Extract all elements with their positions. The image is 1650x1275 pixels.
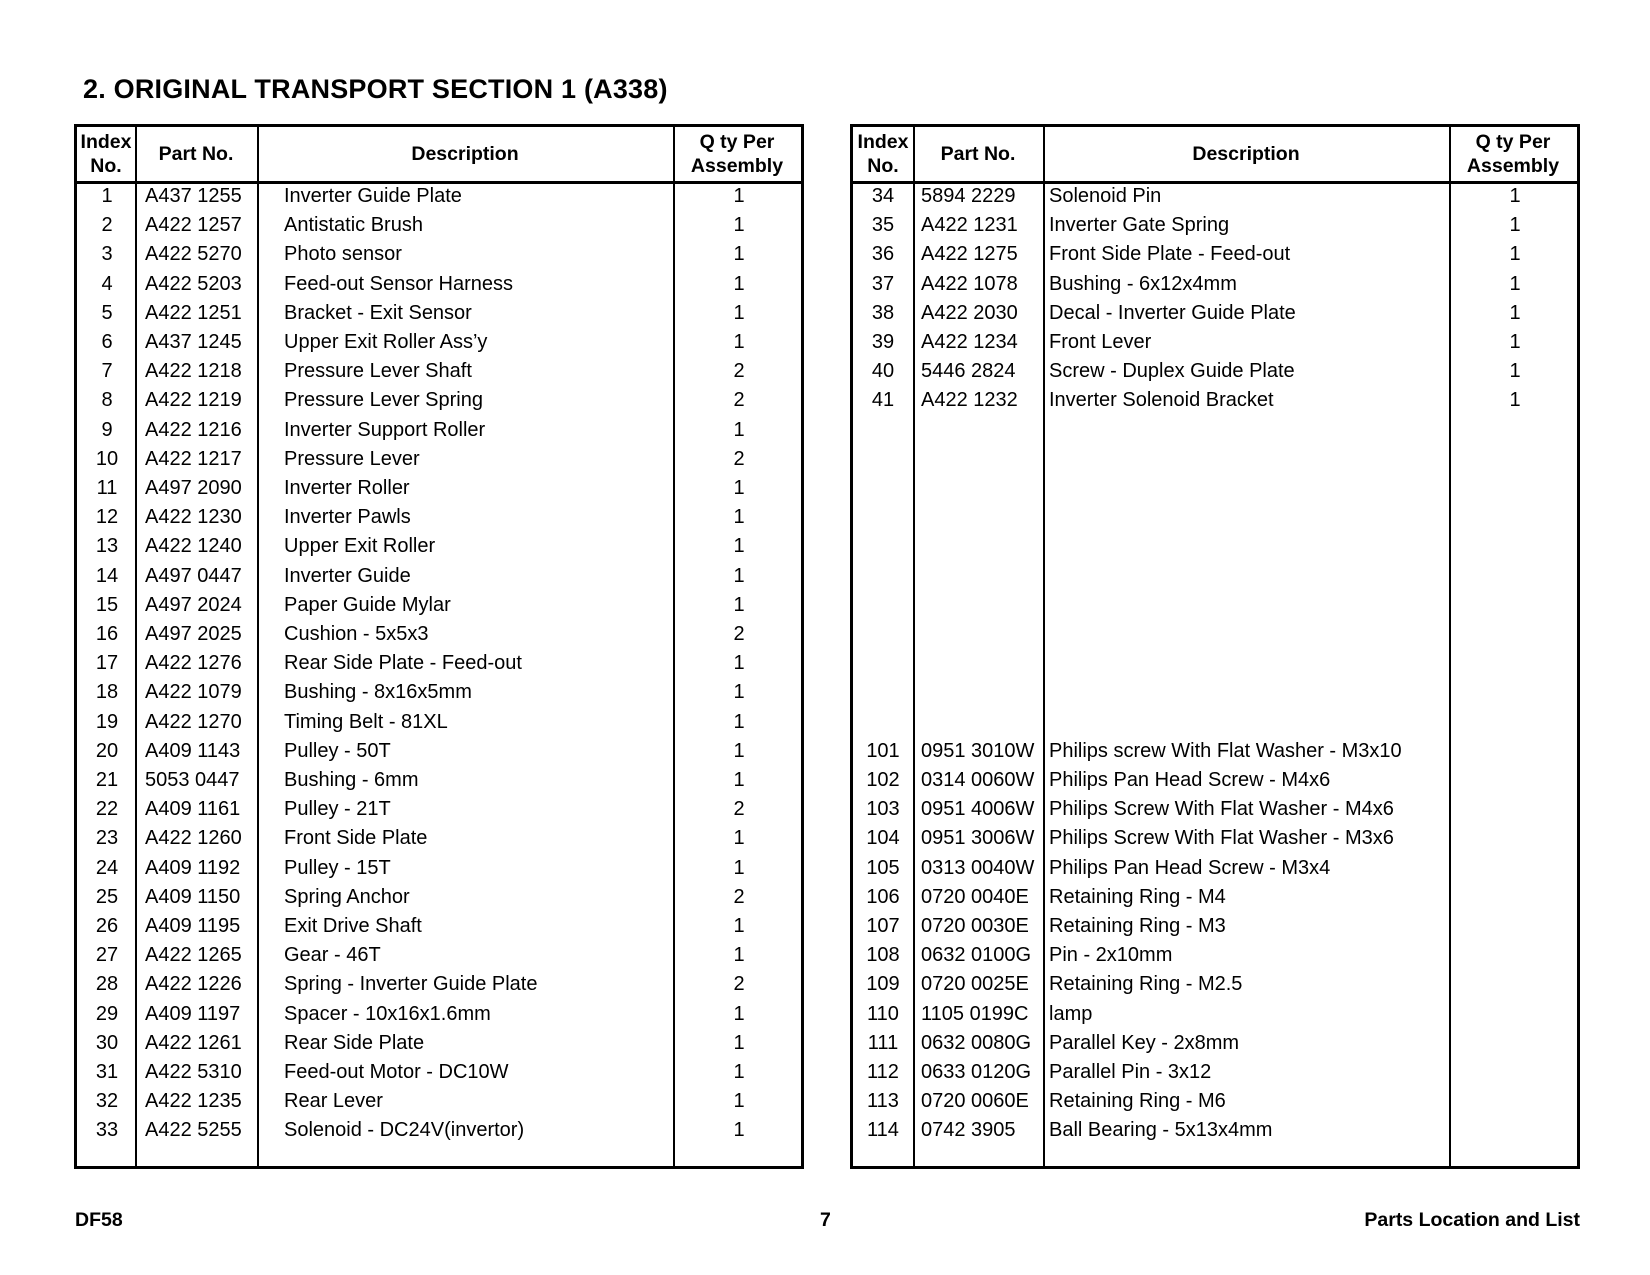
table-row bbox=[77, 737, 801, 766]
description-cell: Solenoid - DC24V(invertor) bbox=[284, 1119, 525, 1142]
index-cell: 31 bbox=[95, 1061, 119, 1083]
table-row bbox=[77, 211, 801, 240]
part-number-cell: A422 1257 bbox=[145, 214, 242, 237]
description-cell: Bushing - 6mm bbox=[284, 769, 419, 791]
quantity-cell: 1 bbox=[733, 652, 745, 675]
description-cell: Antistatic Brush bbox=[284, 214, 423, 237]
description-cell: Parallel Key - 2x8mm bbox=[1049, 1031, 1240, 1054]
part-number-cell: A409 1143 bbox=[145, 739, 241, 762]
index-cell: 104 bbox=[866, 827, 900, 850]
part-number-cell: A422 1275 bbox=[921, 243, 1018, 266]
description-cell: Pin - 2x10mm bbox=[1049, 944, 1173, 967]
index-cell: 30 bbox=[95, 1031, 119, 1054]
table-row bbox=[853, 1000, 1577, 1029]
description-cell: Front Lever bbox=[1049, 331, 1152, 353]
description-cell: Spring - Inverter Guide Plate bbox=[284, 973, 538, 996]
table-row bbox=[853, 182, 1577, 211]
description-cell: Retaining Ring - M4 bbox=[1049, 885, 1226, 908]
description-cell: Bracket - Exit Sensor bbox=[284, 301, 472, 324]
table-row bbox=[853, 270, 1577, 299]
quantity-cell: 1 bbox=[733, 185, 745, 207]
table-row bbox=[853, 299, 1577, 328]
description-cell: Inverter Gate Spring bbox=[1049, 214, 1230, 237]
description-cell: Pressure Lever Spring bbox=[284, 389, 483, 412]
description-cell: Philips Screw With Flat Washer - M4x6 bbox=[1049, 798, 1394, 821]
table-row bbox=[77, 270, 801, 299]
table-row bbox=[77, 1116, 801, 1145]
part-number-cell: 0742 3905 bbox=[921, 1119, 1016, 1142]
index-cell: 11 bbox=[96, 477, 118, 499]
quantity-cell: 1 bbox=[733, 535, 745, 558]
quantity-cell: 1 bbox=[733, 856, 745, 879]
part-number-cell: A409 1195 bbox=[145, 915, 241, 937]
quantity-cell: 1 bbox=[733, 915, 745, 937]
footer-page-number: 7 bbox=[820, 1209, 831, 1231]
part-number-cell: A422 1240 bbox=[145, 535, 242, 558]
table-row bbox=[77, 649, 801, 678]
table-row bbox=[77, 474, 801, 503]
quantity-cell: 1 bbox=[733, 739, 745, 762]
table-row bbox=[77, 1000, 801, 1029]
description-cell: Bushing - 8x16x5mm bbox=[284, 681, 472, 704]
table-row bbox=[77, 328, 801, 357]
table-row bbox=[853, 386, 1577, 415]
quantity-cell: 1 bbox=[1509, 272, 1521, 295]
index-cell: 12 bbox=[95, 506, 119, 529]
part-number-cell: A437 1255 bbox=[145, 185, 242, 207]
index-cell: 107 bbox=[866, 915, 900, 937]
part-number-cell: A422 5255 bbox=[145, 1119, 242, 1142]
table-row bbox=[77, 445, 801, 474]
page-title: 2. ORIGINAL TRANSPORT SECTION 1 (A338) bbox=[83, 74, 668, 104]
part-number-cell: A409 1192 bbox=[145, 856, 241, 879]
index-cell: 111 bbox=[867, 1031, 899, 1054]
part-number-cell: A422 2030 bbox=[921, 301, 1018, 324]
table-row bbox=[77, 883, 801, 912]
table-row bbox=[77, 795, 801, 824]
description-cell: Philips Screw With Flat Washer - M3x6 bbox=[1049, 827, 1394, 850]
part-number-cell: 0632 0080G bbox=[921, 1031, 1032, 1054]
table-row bbox=[853, 912, 1577, 941]
table-row bbox=[77, 386, 801, 415]
index-cell: 7 bbox=[101, 360, 113, 383]
description-cell: Retaining Ring - M2.5 bbox=[1049, 973, 1243, 996]
index-cell: 19 bbox=[95, 710, 119, 733]
table-row bbox=[853, 1116, 1577, 1145]
part-number-cell: A422 1265 bbox=[145, 944, 242, 967]
part-number-cell: A409 1197 bbox=[145, 1002, 241, 1025]
index-cell: 108 bbox=[866, 944, 900, 967]
quantity-cell: 2 bbox=[733, 447, 745, 470]
part-number-cell: 0720 0030E bbox=[921, 915, 1029, 937]
quantity-cell: 1 bbox=[733, 1031, 745, 1054]
part-number-cell: A422 1218 bbox=[145, 360, 242, 383]
index-cell: 5 bbox=[101, 301, 113, 324]
quantity-cell: 2 bbox=[733, 389, 745, 412]
quantity-cell: 1 bbox=[733, 1002, 745, 1025]
part-number-cell: 0720 0025E bbox=[921, 973, 1029, 996]
index-cell: 106 bbox=[866, 885, 900, 908]
description-cell: Spring Anchor bbox=[284, 885, 410, 908]
table-row bbox=[77, 766, 801, 795]
description-cell: Parallel Pin - 3x12 bbox=[1049, 1061, 1212, 1083]
part-number-cell: A437 1245 bbox=[145, 331, 242, 353]
part-number-cell: A422 1079 bbox=[145, 681, 242, 704]
description-cell: Philips screw With Flat Washer - M3x10 bbox=[1049, 739, 1402, 762]
table-row bbox=[77, 591, 801, 620]
table-row bbox=[77, 416, 801, 445]
part-number-cell: 0951 4006W bbox=[921, 798, 1035, 821]
table-row bbox=[77, 1058, 801, 1087]
index-cell: 101 bbox=[866, 739, 900, 762]
table-row bbox=[77, 824, 801, 853]
part-number-cell: 0314 0060W bbox=[921, 769, 1035, 791]
description-cell: Pulley - 21T bbox=[284, 798, 391, 821]
table-row bbox=[853, 795, 1577, 824]
description-cell: Inverter Roller bbox=[284, 477, 410, 499]
quantity-cell: 1 bbox=[733, 301, 745, 324]
quantity-cell: 1 bbox=[1509, 185, 1521, 207]
table-row bbox=[77, 912, 801, 941]
description-cell: Feed-out Motor - DC10W bbox=[284, 1061, 509, 1083]
description-cell: Pressure Lever Shaft bbox=[284, 360, 472, 383]
table-row bbox=[853, 240, 1577, 269]
index-cell: 21 bbox=[95, 769, 119, 791]
index-cell: 4 bbox=[101, 272, 113, 295]
quantity-cell: 1 bbox=[1509, 331, 1521, 353]
table-row bbox=[853, 328, 1577, 357]
index-cell: 23 bbox=[95, 827, 119, 850]
table-row bbox=[853, 1029, 1577, 1058]
part-number-cell: A497 2025 bbox=[145, 623, 242, 645]
table-row bbox=[853, 766, 1577, 795]
index-cell: 37 bbox=[871, 272, 895, 295]
index-cell: 35 bbox=[871, 214, 895, 237]
index-cell: 40 bbox=[871, 360, 895, 383]
table-row bbox=[77, 503, 801, 532]
index-cell: 109 bbox=[866, 973, 900, 996]
index-cell: 15 bbox=[95, 593, 119, 616]
description-cell: Gear - 46T bbox=[284, 944, 381, 967]
description-cell: Paper Guide Mylar bbox=[284, 593, 451, 616]
quantity-cell: 1 bbox=[733, 593, 745, 616]
index-cell: 3 bbox=[101, 243, 113, 266]
index-cell: 36 bbox=[871, 243, 895, 266]
table-row bbox=[853, 357, 1577, 386]
index-cell: 24 bbox=[95, 856, 119, 879]
description-cell: Photo sensor bbox=[284, 243, 402, 266]
table-row bbox=[77, 1029, 801, 1058]
description-cell: Pulley - 15T bbox=[284, 856, 391, 879]
part-number-cell: A422 1231 bbox=[921, 214, 1018, 237]
part-number-cell: A422 1219 bbox=[145, 389, 242, 412]
quantity-cell: 1 bbox=[733, 1119, 745, 1142]
header-index: Index No. bbox=[80, 131, 132, 177]
part-number-cell: 0951 3006W bbox=[921, 827, 1035, 850]
description-cell: Inverter Solenoid Bracket bbox=[1049, 389, 1274, 412]
quantity-cell: 1 bbox=[733, 331, 745, 353]
part-number-cell: A422 1234 bbox=[921, 331, 1018, 353]
index-cell: 32 bbox=[95, 1090, 119, 1113]
quantity-cell: 1 bbox=[1509, 243, 1521, 266]
index-cell: 105 bbox=[866, 856, 900, 879]
index-cell: 29 bbox=[95, 1002, 119, 1025]
part-number-cell: 5894 2229 bbox=[921, 185, 1016, 207]
quantity-cell: 1 bbox=[1509, 301, 1521, 324]
index-cell: 114 bbox=[867, 1119, 899, 1142]
description-cell: Bushing - 6x12x4mm bbox=[1049, 272, 1237, 295]
description-cell: Front Side Plate - Feed-out bbox=[1049, 243, 1291, 266]
description-cell: Philips Pan Head Screw - M3x4 bbox=[1049, 856, 1331, 879]
header-description: Description bbox=[1192, 143, 1300, 165]
quantity-cell: 1 bbox=[733, 477, 745, 499]
description-cell: Decal - Inverter Guide Plate bbox=[1049, 301, 1296, 324]
index-cell: 103 bbox=[866, 798, 900, 821]
index-cell: 113 bbox=[867, 1090, 899, 1113]
part-number-cell: A422 1217 bbox=[145, 447, 242, 470]
part-number-cell: A422 5310 bbox=[145, 1061, 242, 1083]
part-number-cell: A422 1216 bbox=[145, 418, 242, 441]
description-cell: Retaining Ring - M6 bbox=[1049, 1090, 1226, 1113]
part-number-cell: A422 1078 bbox=[921, 272, 1018, 295]
index-cell: 13 bbox=[95, 535, 119, 558]
table-row bbox=[77, 357, 801, 386]
part-number-cell: 0951 3010W bbox=[921, 739, 1035, 762]
part-number-cell: A422 1232 bbox=[921, 389, 1018, 412]
quantity-cell: 1 bbox=[733, 418, 745, 441]
index-cell: 38 bbox=[871, 301, 895, 324]
index-cell: 110 bbox=[867, 1002, 899, 1025]
part-number-cell: A422 5203 bbox=[145, 272, 242, 295]
description-cell: Rear Lever bbox=[284, 1090, 383, 1113]
description-cell: Inverter Pawls bbox=[284, 506, 411, 529]
table-row bbox=[77, 941, 801, 970]
description-cell: Inverter Guide bbox=[284, 564, 411, 587]
table-row bbox=[853, 854, 1577, 883]
header-index: Index No. bbox=[857, 131, 909, 177]
quantity-cell: 1 bbox=[733, 243, 745, 266]
footer-section-title: Parts Location and List bbox=[1364, 1209, 1580, 1231]
description-cell: Timing Belt - 81XL bbox=[284, 710, 448, 733]
parts-table-right bbox=[850, 124, 1580, 1169]
index-cell: 41 bbox=[871, 389, 895, 412]
part-number-cell: 0633 0120G bbox=[921, 1061, 1032, 1083]
quantity-cell: 1 bbox=[733, 1090, 745, 1113]
quantity-cell: 2 bbox=[733, 623, 745, 645]
part-number-cell: A422 1235 bbox=[145, 1090, 242, 1113]
table-row bbox=[77, 182, 801, 211]
part-number-cell: A497 2024 bbox=[145, 593, 242, 616]
index-cell: 112 bbox=[867, 1061, 899, 1083]
quantity-cell: 2 bbox=[733, 973, 745, 996]
index-cell: 14 bbox=[95, 564, 119, 587]
index-cell: 9 bbox=[101, 418, 113, 441]
header-part-no: Part No. bbox=[158, 143, 234, 165]
quantity-cell: 1 bbox=[1509, 214, 1521, 237]
part-number-cell: 0720 0040E bbox=[921, 885, 1029, 908]
quantity-cell: 1 bbox=[1509, 389, 1521, 412]
index-cell: 34 bbox=[871, 185, 895, 207]
header-part-no: Part No. bbox=[940, 143, 1016, 165]
part-number-cell: 0313 0040W bbox=[921, 856, 1035, 879]
index-cell: 17 bbox=[95, 652, 119, 675]
index-cell: 20 bbox=[95, 739, 119, 762]
part-number-cell: 0720 0060E bbox=[921, 1090, 1029, 1113]
part-number-cell: A422 1276 bbox=[145, 652, 242, 675]
part-number-cell: A422 1230 bbox=[145, 506, 242, 529]
index-cell: 18 bbox=[95, 681, 119, 704]
index-cell: 22 bbox=[95, 798, 119, 821]
table-row bbox=[853, 941, 1577, 970]
quantity-cell: 2 bbox=[733, 885, 745, 908]
index-cell: 25 bbox=[95, 885, 119, 908]
index-cell: 10 bbox=[95, 447, 119, 470]
part-number-cell: 1105 0199C bbox=[921, 1002, 1029, 1025]
part-number-cell: A422 1270 bbox=[145, 710, 242, 733]
part-number-cell: 0632 0100G bbox=[921, 944, 1032, 967]
quantity-cell: 1 bbox=[733, 1061, 745, 1083]
description-cell: Ball Bearing - 5x13x4mm bbox=[1049, 1119, 1273, 1142]
index-cell: 1 bbox=[101, 185, 113, 207]
index-cell: 102 bbox=[866, 769, 900, 791]
quantity-cell: 1 bbox=[733, 272, 745, 295]
quantity-cell: 1 bbox=[733, 506, 745, 529]
table-row bbox=[853, 211, 1577, 240]
description-cell: Front Side Plate bbox=[284, 827, 428, 850]
quantity-cell: 1 bbox=[733, 769, 745, 791]
index-cell: 26 bbox=[95, 915, 119, 937]
description-cell: Pressure Lever bbox=[284, 447, 420, 470]
table-row bbox=[77, 708, 801, 737]
description-cell: Rear Side Plate bbox=[284, 1031, 425, 1054]
quantity-cell: 1 bbox=[733, 827, 745, 850]
description-cell: Philips Pan Head Screw - M4x6 bbox=[1049, 769, 1331, 791]
quantity-cell: 1 bbox=[733, 944, 745, 967]
description-cell: Solenoid Pin bbox=[1049, 185, 1162, 207]
index-cell: 6 bbox=[101, 331, 113, 353]
index-cell: 2 bbox=[101, 214, 113, 237]
quantity-cell: 1 bbox=[1509, 360, 1521, 383]
table-row bbox=[77, 678, 801, 707]
quantity-cell: 1 bbox=[733, 710, 745, 733]
quantity-cell: 2 bbox=[733, 798, 745, 821]
parts-table-left bbox=[74, 124, 804, 1169]
part-number-cell: A422 1261 bbox=[145, 1031, 242, 1054]
description-cell: Inverter Guide Plate bbox=[284, 185, 462, 207]
header-qty: Q ty Per Assembly bbox=[1466, 131, 1560, 177]
description-cell: Feed-out Sensor Harness bbox=[284, 272, 514, 295]
part-number-cell: A409 1161 bbox=[145, 798, 241, 821]
table-row bbox=[853, 883, 1577, 912]
table-row bbox=[77, 620, 801, 649]
description-cell: Spacer - 10x16x1.6mm bbox=[284, 1002, 491, 1025]
table-row bbox=[853, 1087, 1577, 1116]
description-cell: Exit Drive Shaft bbox=[284, 915, 422, 937]
index-cell: 8 bbox=[101, 389, 113, 412]
table-row bbox=[77, 970, 801, 999]
description-cell: Rear Side Plate - Feed-out bbox=[284, 652, 522, 675]
description-cell: Pulley - 50T bbox=[284, 739, 391, 762]
table-row bbox=[77, 854, 801, 883]
part-number-cell: A497 2090 bbox=[145, 477, 242, 499]
table-row bbox=[77, 240, 801, 269]
description-cell: Upper Exit Roller bbox=[284, 535, 436, 558]
quantity-cell: 2 bbox=[733, 360, 745, 383]
table-row bbox=[77, 532, 801, 561]
quantity-cell: 1 bbox=[733, 681, 745, 704]
quantity-cell: 1 bbox=[733, 214, 745, 237]
footer-model: DF58 bbox=[75, 1209, 123, 1231]
description-cell: Screw - Duplex Guide Plate bbox=[1049, 360, 1295, 383]
description-cell: Inverter Support Roller bbox=[284, 418, 486, 441]
table-row bbox=[853, 737, 1577, 766]
description-cell: lamp bbox=[1049, 1002, 1093, 1025]
header-description: Description bbox=[411, 143, 519, 165]
part-number-cell: A497 0447 bbox=[145, 564, 242, 587]
quantity-cell: 1 bbox=[733, 564, 745, 587]
index-cell: 16 bbox=[95, 623, 119, 645]
part-number-cell: A422 1251 bbox=[145, 301, 242, 324]
part-number-cell: A422 1260 bbox=[145, 827, 242, 850]
part-number-cell: A422 5270 bbox=[145, 243, 242, 266]
table-row bbox=[853, 970, 1577, 999]
part-number-cell: 5446 2824 bbox=[921, 360, 1016, 383]
part-number-cell: A422 1226 bbox=[145, 973, 242, 996]
part-number-cell: A409 1150 bbox=[145, 885, 241, 908]
index-cell: 28 bbox=[95, 973, 119, 996]
index-cell: 27 bbox=[95, 944, 119, 967]
table-row bbox=[77, 299, 801, 328]
description-cell: Cushion - 5x5x3 bbox=[284, 623, 429, 645]
part-number-cell: 5053 0447 bbox=[145, 769, 240, 791]
index-cell: 33 bbox=[95, 1119, 119, 1142]
table-row bbox=[77, 1087, 801, 1116]
table-row bbox=[853, 1058, 1577, 1087]
index-cell: 39 bbox=[871, 331, 895, 353]
description-cell: Retaining Ring - M3 bbox=[1049, 915, 1226, 937]
header-qty: Q ty Per Assembly bbox=[690, 131, 784, 177]
table-row bbox=[77, 562, 801, 591]
description-cell: Upper Exit Roller Ass’y bbox=[284, 331, 488, 353]
table-row bbox=[853, 824, 1577, 853]
